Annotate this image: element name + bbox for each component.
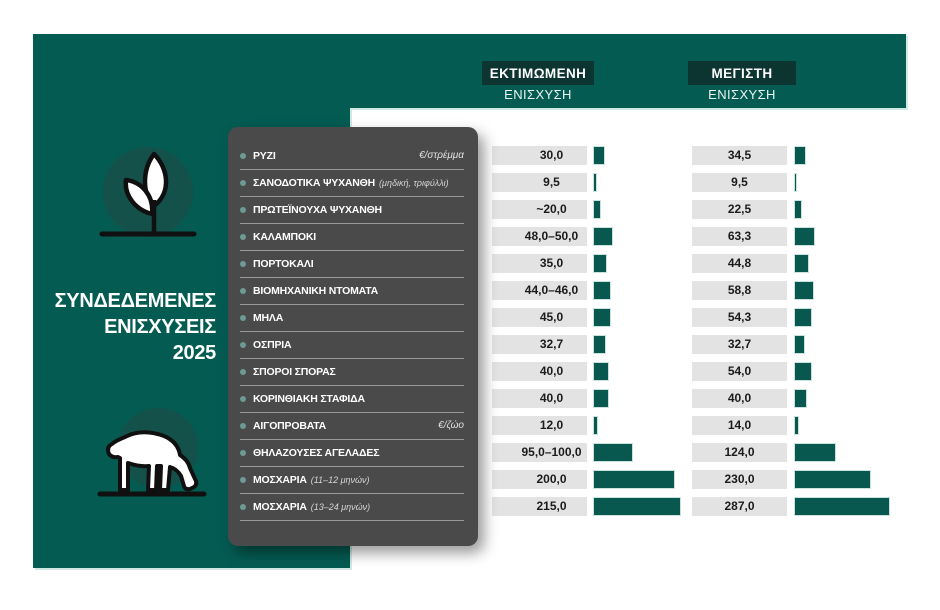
estimated-bar (593, 416, 598, 435)
estimated-bar (593, 308, 611, 327)
list-item (240, 362, 464, 381)
max-bar (794, 227, 815, 246)
max-value-box: 14,0 (692, 416, 787, 435)
estimated-bar (593, 470, 675, 489)
max-value-box: 44,8 (692, 254, 787, 273)
max-value-box: 32,7 (692, 335, 787, 354)
row-separator (240, 439, 464, 440)
list-item (240, 470, 464, 489)
estimated-bar (593, 200, 601, 219)
row-separator (240, 466, 464, 467)
bullet-icon (240, 261, 246, 267)
title-line-1: ΣΥΝΔΕΔΕΜΕΝΕΣ (54, 290, 216, 312)
max-value-box: 54,3 (692, 308, 787, 327)
teal-header-band (350, 34, 906, 108)
max-bar (794, 443, 836, 462)
estimated-column-header: ΕΚΤΙΜΩΜΕΝΗ (482, 61, 594, 85)
max-value-box: 40,0 (692, 389, 787, 408)
estimated-bar (593, 173, 597, 192)
list-item (240, 173, 464, 192)
estimated-value-box: 30,0 (492, 146, 587, 165)
max-value-box: 287,0 (692, 497, 787, 516)
estimated-bar (593, 227, 613, 246)
estimated-value-box: 48,0–50,0 (492, 227, 587, 246)
estimated-value-box: 9,5 (492, 173, 587, 192)
list-item (240, 335, 464, 354)
title-line-2: ΕΝΙΣΧΥΣΕΙΣ (104, 316, 216, 338)
product-label: ΠΟΡΤΟΚΑΛΙ (253, 257, 314, 270)
estimated-bar (593, 389, 609, 408)
bullet-icon (240, 342, 246, 348)
row-separator (240, 358, 464, 359)
estimated-value-box: 12,0 (492, 416, 587, 435)
product-label: ΘΗΛΑΖΟΥΣΕΣ ΑΓΕΛΑΔΕΣ (253, 446, 380, 459)
list-item (240, 389, 464, 408)
unit-label: €/στρέμμα (419, 150, 464, 161)
product-label: ΑΙΓΟΠΡΟΒΑΤΑ (253, 419, 327, 432)
max-value-box: 34,5 (692, 146, 787, 165)
row-separator (240, 493, 464, 494)
max-bar (794, 497, 890, 516)
max-bar (794, 362, 812, 381)
list-item (240, 281, 464, 300)
max-value-box: 9,5 (692, 173, 787, 192)
bullet-icon (240, 288, 246, 294)
list-item (240, 254, 464, 273)
row-separator (240, 169, 464, 170)
max-bar (794, 146, 806, 165)
list-item (240, 416, 464, 435)
max-bar (794, 335, 805, 354)
row-separator (240, 223, 464, 224)
product-label: ΣΑΝΟΔΟΤΙΚΑ ΨΥΧΑΝΘΗ (253, 176, 376, 189)
bullet-icon (240, 450, 246, 456)
estimated-value-box: 35,0 (492, 254, 587, 273)
row-separator (240, 304, 464, 305)
bullet-icon (240, 369, 246, 375)
estimated-value-box: 215,0 (492, 497, 587, 516)
product-label: ΜΟΣΧΑΡΙΑ (253, 500, 307, 513)
row-separator (240, 520, 464, 521)
estimated-value-box: 32,7 (492, 335, 587, 354)
product-label: ΜΗΛΑ (253, 311, 284, 324)
bullet-icon (240, 234, 246, 240)
estimated-bar (593, 335, 606, 354)
max-value-box: 230,0 (692, 470, 787, 489)
product-label: ΣΠΟΡΟΙ ΣΠΟΡΑΣ (253, 365, 336, 378)
row-separator (240, 250, 464, 251)
estimated-value-box: 95,0–100,0 (492, 443, 587, 462)
bullet-icon (240, 207, 246, 213)
max-bar (794, 281, 814, 300)
product-label: ΒΙΟΜΗΧΑΝΙΚΗ ΝΤΟΜΑΤΑ (253, 284, 379, 297)
row-separator (240, 277, 464, 278)
product-label: ΜΟΣΧΑΡΙΑ (253, 473, 307, 486)
bullet-icon (240, 477, 246, 483)
max-value-box: 58,8 (692, 281, 787, 300)
estimated-bar (593, 443, 633, 462)
row-separator (240, 412, 464, 413)
max-bar (794, 200, 802, 219)
max-bar (794, 173, 797, 192)
estimated-bar (593, 362, 609, 381)
product-note: (13–24 μηνών) (310, 501, 371, 512)
list-item (240, 497, 464, 516)
estimated-value-box: 40,0 (492, 362, 587, 381)
max-column-subheader: ΕΝΙΣΧΥΣΗ (708, 87, 776, 102)
max-column-header: ΜΕΓΙΣΤΗ (688, 61, 796, 85)
max-value-box: 63,3 (692, 227, 787, 246)
max-bar (794, 389, 807, 408)
bullet-icon (240, 504, 246, 510)
estimated-bar (593, 281, 611, 300)
estimated-value-box: 44,0–46,0 (492, 281, 587, 300)
max-value-box: 54,0 (692, 362, 787, 381)
estimated-value-box: 45,0 (492, 308, 587, 327)
bullet-icon (240, 315, 246, 321)
product-label: ΡΥΖΙ (253, 149, 276, 162)
estimated-value-box: ~20,0 (492, 200, 587, 219)
product-label: ΠΡΩΤΕΪΝΟΥΧΑ ΨΥΧΑΝΘΗ (253, 203, 382, 216)
max-value-box: 22,5 (692, 200, 787, 219)
product-label: ΟΣΠΡΙΑ (253, 338, 292, 351)
row-separator (240, 331, 464, 332)
bullet-icon (240, 396, 246, 402)
row-separator (240, 385, 464, 386)
max-bar (794, 254, 809, 273)
list-item (240, 227, 464, 246)
product-note: (μηδική, τριφύλλι) (379, 177, 449, 188)
list-item (240, 146, 464, 165)
unit-label: €/ζώο (438, 420, 464, 431)
estimated-value-box: 40,0 (492, 389, 587, 408)
list-item (240, 200, 464, 219)
estimated-bar (593, 254, 607, 273)
product-label: ΚΟΡΙΝΘΙΑΚΗ ΣΤΑΦΙΔΑ (253, 392, 365, 405)
estimated-column-subheader: ΕΝΙΣΧΥΣΗ (504, 87, 572, 102)
bullet-icon (240, 153, 246, 159)
plant-sprout-icon (96, 142, 202, 240)
page-title (36, 288, 216, 366)
max-bar (794, 470, 871, 489)
estimated-value-box: 200,0 (492, 470, 587, 489)
estimated-bar (593, 497, 681, 516)
max-value-box: 124,0 (692, 443, 787, 462)
row-separator (240, 196, 464, 197)
max-bar (794, 308, 812, 327)
grazing-livestock-icon (94, 404, 212, 504)
list-item (240, 443, 464, 462)
product-note: (11–12 μηνών) (310, 474, 370, 485)
list-item (240, 308, 464, 327)
estimated-bar (593, 146, 605, 165)
max-bar (794, 416, 799, 435)
bullet-icon (240, 180, 246, 186)
title-line-3: 2025 (172, 342, 216, 364)
bullet-icon (240, 423, 246, 429)
product-label: ΚΑΛΑΜΠΟΚΙ (253, 230, 316, 243)
